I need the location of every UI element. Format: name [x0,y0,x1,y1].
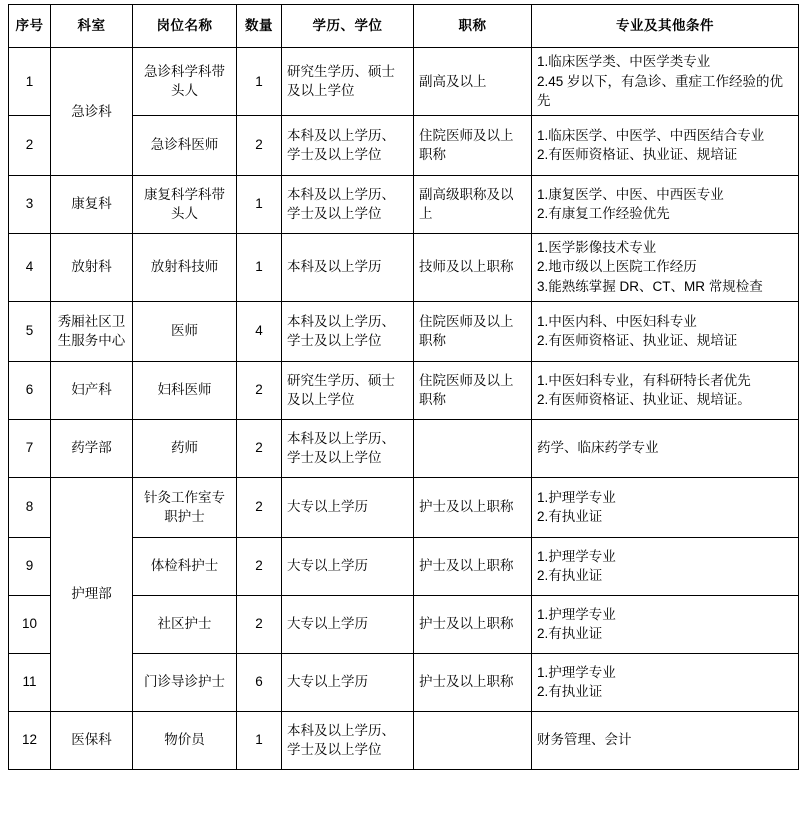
header-cell-dept: 科室 [51,5,133,48]
cell-quantity: 6 [237,653,282,711]
cell-quantity: 2 [237,595,282,653]
cell-sequence-number: 6 [9,361,51,419]
cell-department: 妇产科 [51,361,133,419]
header-cell-count: 数量 [237,5,282,48]
cell-post-name: 急诊科学科带头人 [133,48,237,116]
header-cell-major: 专业及其他条件 [532,5,799,48]
cell-major-requirements [532,477,799,537]
cell-education: 本科及以上学历、学士及以上学位 [282,175,414,233]
cell-post-name: 门诊导诊护士 [133,653,237,711]
header-cell-post: 岗位名称 [133,5,237,48]
requirement-line: 2.有医师资格证、执业证、规培证 [537,333,738,349]
cell-education: 本科及以上学历、学士及以上学位 [282,301,414,361]
cell-quantity: 2 [237,115,282,175]
table-row [9,477,799,537]
table-header-row [9,5,799,48]
cell-education: 本科及以上学历 [282,233,414,301]
cell-department: 护理部 [51,477,133,711]
cell-quantity: 2 [237,477,282,537]
table-header [9,5,799,48]
table-body [9,48,799,770]
requirement-line: 2.有执业证 [537,684,603,700]
cell-sequence-number: 10 [9,595,51,653]
cell-professional-title: 住院医师及以上职称 [414,301,532,361]
requirement-line: 1.护理学专业 [537,489,616,505]
cell-post-name: 社区护士 [133,595,237,653]
cell-quantity: 1 [237,48,282,116]
cell-quantity: 1 [237,233,282,301]
cell-education: 大专以上学历 [282,595,414,653]
cell-sequence-number: 1 [9,48,51,116]
cell-department: 秀厢社区卫生服务中心 [51,301,133,361]
cell-major-requirements [532,711,799,769]
requirement-line: 2.有医师资格证、执业证、规培证。 [537,392,751,408]
cell-major-requirements [532,48,799,116]
cell-sequence-number: 11 [9,653,51,711]
cell-department: 放射科 [51,233,133,301]
cell-quantity: 2 [237,419,282,477]
table-row [9,233,799,301]
cell-major-requirements [532,361,799,419]
cell-post-name: 妇科医师 [133,361,237,419]
cell-post-name: 物价员 [133,711,237,769]
cell-professional-title [414,711,532,769]
cell-major-requirements [532,653,799,711]
cell-education: 大专以上学历 [282,477,414,537]
cell-major-requirements [532,419,799,477]
cell-post-name: 放射科技师 [133,233,237,301]
document-page [0,4,807,830]
cell-quantity: 1 [237,711,282,769]
cell-post-name: 康复科学科带头人 [133,175,237,233]
requirement-line: 2.有康复工作经验优先 [537,206,670,222]
requirement-line: 1.临床医学、中医学、中西医结合专业 [537,127,765,143]
cell-sequence-number: 4 [9,233,51,301]
cell-sequence-number: 9 [9,537,51,595]
cell-sequence-number: 8 [9,477,51,537]
cell-quantity: 4 [237,301,282,361]
cell-sequence-number: 12 [9,711,51,769]
cell-professional-title: 副高级职称及以上 [414,175,532,233]
requirement-line: 药学、临床药学专业 [537,440,659,456]
requirement-line: 1.中医内科、中医妇科专业 [537,313,697,329]
cell-professional-title: 护士及以上职称 [414,477,532,537]
cell-sequence-number: 7 [9,419,51,477]
cell-post-name: 针灸工作室专职护士 [133,477,237,537]
requirement-line: 2.有执业证 [537,568,603,584]
cell-major-requirements [532,537,799,595]
cell-professional-title [414,419,532,477]
header-cell-num: 序号 [9,5,51,48]
cell-post-name: 药师 [133,419,237,477]
cell-professional-title: 副高及以上 [414,48,532,116]
requirement-line: 1.中医妇科专业，有科研特长者优先 [537,372,751,388]
table-row [9,419,799,477]
cell-professional-title: 住院医师及以上职称 [414,361,532,419]
cell-post-name: 医师 [133,301,237,361]
requirement-line: 2.有执业证 [537,509,603,525]
cell-professional-title: 住院医师及以上职称 [414,115,532,175]
header-cell-edu: 学历、学位 [282,5,414,48]
table-row [9,175,799,233]
requirement-line: 2.有医师资格证、执业证、规培证 [537,147,738,163]
recruitment-table [8,4,799,770]
requirement-line: 财务管理、会计 [537,732,632,748]
table-row [9,48,799,116]
cell-post-name: 体检科护士 [133,537,237,595]
table-row [9,361,799,419]
header-cell-title: 职称 [414,5,532,48]
requirement-line: 1.临床医学类、中医学类专业 [537,54,711,69]
cell-sequence-number: 5 [9,301,51,361]
requirement-line: 3.能熟练掌握 DR、CT、MR 常规检查 [537,278,763,294]
table-row [9,301,799,361]
cell-education: 研究生学历、硕士及以上学位 [282,361,414,419]
cell-quantity: 1 [237,175,282,233]
cell-education: 本科及以上学历、学士及以上学位 [282,115,414,175]
cell-department: 急诊科 [51,48,133,176]
cell-post-name: 急诊科医师 [133,115,237,175]
cell-quantity: 2 [237,361,282,419]
cell-professional-title: 护士及以上职称 [414,595,532,653]
requirement-line: 2.45 岁以下，有急诊、重症工作经验的优先 [537,73,784,109]
cell-major-requirements [532,301,799,361]
requirement-line: 1.康复医学、中医、中西医专业 [537,186,724,202]
requirement-line: 2.地市级以上医院工作经历 [537,259,697,275]
cell-quantity: 2 [237,537,282,595]
requirement-line: 2.有执业证 [537,626,603,642]
cell-major-requirements [532,595,799,653]
requirement-line: 1.医学影像技术专业 [537,239,657,255]
cell-education: 大专以上学历 [282,537,414,595]
cell-sequence-number: 3 [9,175,51,233]
cell-professional-title: 护士及以上职称 [414,653,532,711]
cell-major-requirements [532,233,799,301]
cell-department: 康复科 [51,175,133,233]
requirement-line: 1.护理学专业 [537,664,616,680]
requirement-line: 1.护理学专业 [537,606,616,622]
cell-education: 本科及以上学历、学士及以上学位 [282,419,414,477]
cell-professional-title: 护士及以上职称 [414,537,532,595]
cell-major-requirements [532,175,799,233]
cell-department: 医保科 [51,711,133,769]
cell-education: 本科及以上学历、学士及以上学位 [282,711,414,769]
cell-professional-title: 技师及以上职称 [414,233,532,301]
requirement-line: 1.护理学专业 [537,548,616,564]
cell-sequence-number: 2 [9,115,51,175]
cell-department: 药学部 [51,419,133,477]
cell-education: 研究生学历、硕士及以上学位 [282,48,414,116]
cell-major-requirements [532,115,799,175]
table-row [9,711,799,769]
cell-education: 大专以上学历 [282,653,414,711]
